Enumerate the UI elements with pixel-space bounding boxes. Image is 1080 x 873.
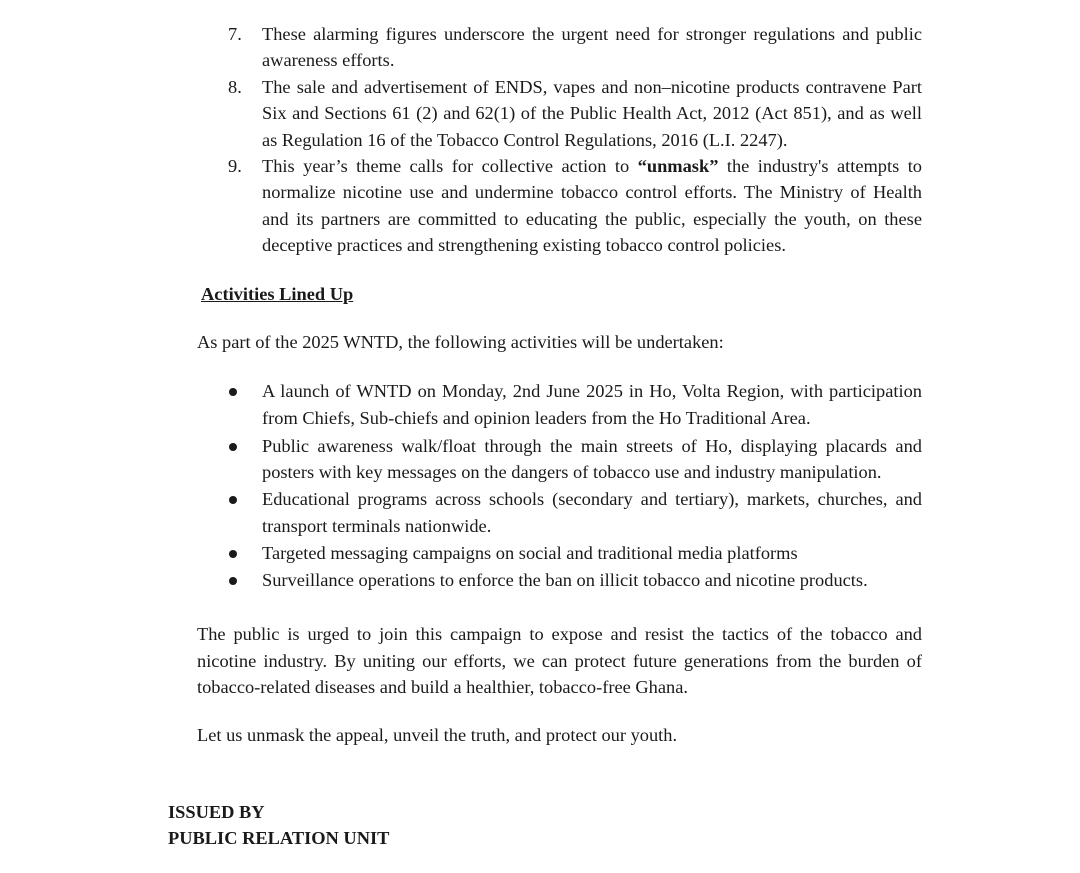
section-heading: Activities Lined Up: [201, 284, 354, 304]
bullet-icon: [229, 443, 237, 451]
section-intro: As part of the 2025 WNTD, the following activities will be undertaken:: [197, 332, 724, 352]
item-number: 8.: [228, 76, 242, 97]
numbered-item-9: [228, 153, 922, 259]
list-item-text: Educational programs across schools (secondary and tertiary), markets, churches, and transport terminals nationwide.: [262, 489, 922, 536]
list-item-text: Targeted messaging campaigns on social and traditional media platforms: [262, 542, 798, 563]
bullet-icon: [229, 388, 237, 396]
bullet-icon: [229, 577, 237, 585]
numbered-item-7: [228, 21, 922, 74]
issued-by-label: ISSUED BY: [168, 802, 265, 822]
item-text-after: the industry's attempts to normalize nicotine use and undermine tobacco control efforts. The Ministry of Health and its partners are committed to educating the public, especially the youth, on these deceptive practices and strengthening existing tobacco control policies.: [262, 156, 922, 256]
final-line: Let us unmask the appeal, unveil the truth, and protect our youth.: [197, 725, 678, 745]
list-item: [228, 540, 922, 567]
activities-list: [228, 378, 922, 593]
list-item: [228, 567, 922, 594]
item-text-before: This year’s theme calls for collective action to: [262, 156, 638, 177]
numbered-list: [228, 21, 922, 259]
numbered-item-8: [228, 74, 922, 153]
list-item: [228, 433, 922, 487]
list-item-text: A launch of WNTD on Monday, 2nd June 2025 in Ho, Volta Region, with participation from Chiefs, Sub-chiefs and opinion leaders from the Ho Traditional Area.: [262, 381, 922, 428]
bullet-icon: [229, 496, 237, 504]
item-number: 9.: [228, 156, 242, 177]
issuer-name: PUBLIC RELATION UNIT: [168, 828, 390, 848]
list-item: [228, 378, 922, 432]
bullet-icon: [229, 550, 237, 558]
list-item-text: Surveillance operations to enforce the ban on illicit tobacco and nicotine products.: [262, 569, 868, 590]
item-number: 7.: [228, 24, 242, 44]
item-text: The sale and advertisement of ENDS, vapes and non–nicotine products contravene Part Six and Sections 61 (2) and 62(1) of the Public Health Act, 2012 (Act 851), and as well as Regulation 16 of the Tobacco Control Regulations, 2016 (L.I. 2247).: [262, 76, 922, 150]
closing-paragraph: The public is urged to join this campaign to expose and resist the tactics of the tobacco and nicotine industry. By uniting our efforts, we can protect future generations from the burden of tobacco-related diseases and build a healthier, tobacco-free Ghana.: [197, 624, 922, 698]
item-text: These alarming figures underscore the urgent need for stronger regulations and public awareness efforts.: [262, 24, 922, 71]
issued-by-block: [168, 799, 389, 851]
list-item-text: Public awareness walk/float through the main streets of Ho, displaying placards and posters with key messages on the dangers of tobacco use and industry manipulation.: [262, 435, 922, 483]
item-text-emphasis: “unmask”: [637, 156, 719, 177]
list-item: [228, 486, 922, 540]
